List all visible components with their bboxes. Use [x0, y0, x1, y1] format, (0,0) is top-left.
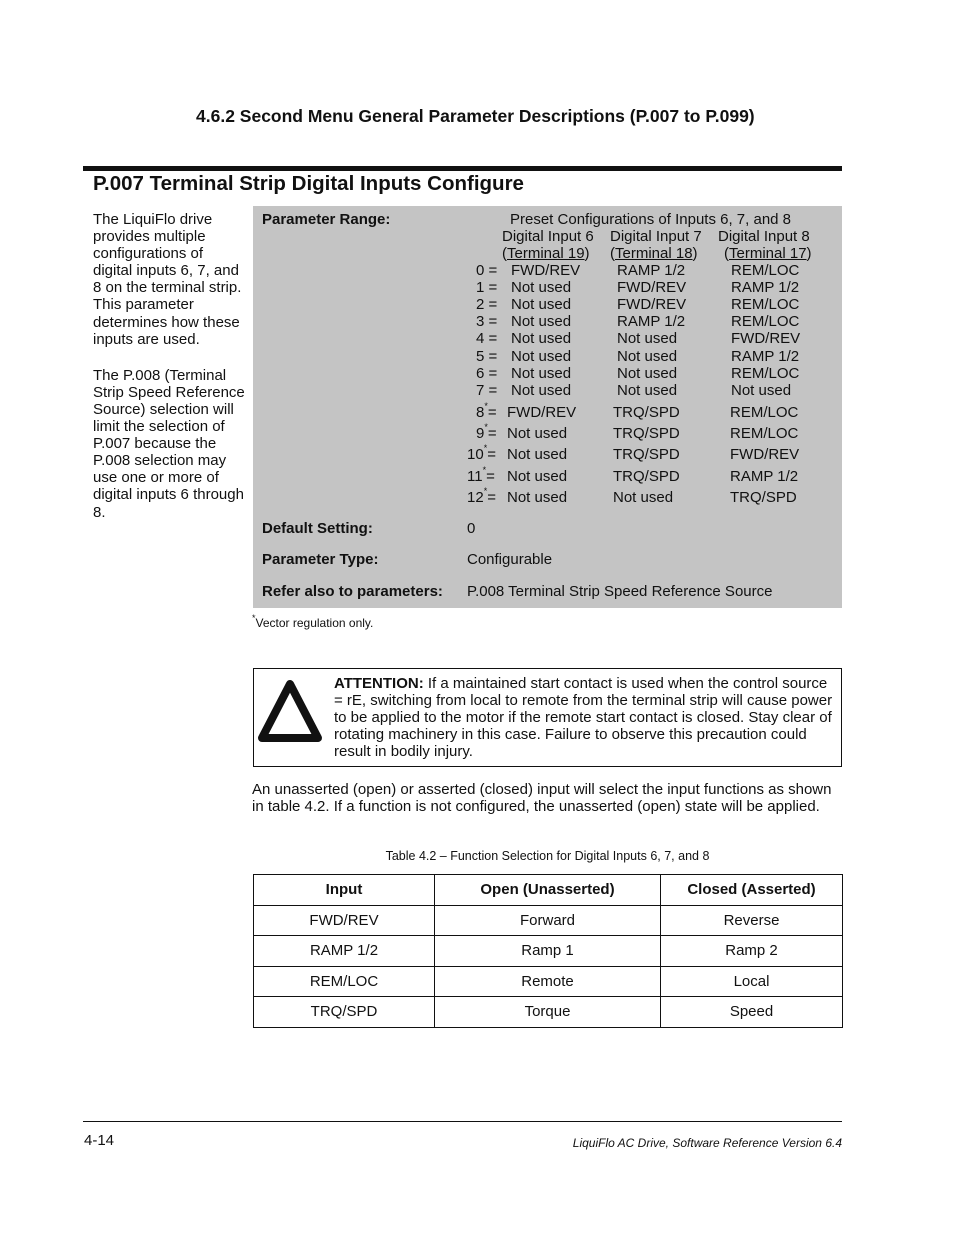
table-cell: TRQ/SPD	[254, 997, 435, 1028]
config-in6: Not used	[511, 347, 572, 365]
parameter-type-value: Configurable	[467, 551, 553, 568]
table-cell: Forward	[435, 905, 661, 936]
vector-only-mark: *	[484, 422, 488, 433]
warning-triangle-icon	[256, 676, 324, 744]
table-row	[254, 905, 843, 936]
description-paragraph-2: The P.008 (Terminal Strip Speed Reference Source) selection will limit the selection of P.007 because the P.008 selection may use one or more of digital inputs 6 through 8.	[93, 366, 245, 521]
config-in8: TRQ/SPD	[730, 488, 797, 506]
terminal-17-link: Terminal 17	[729, 245, 807, 262]
table-cell: Reverse	[661, 905, 843, 936]
terminal-18-link: Terminal 18	[615, 245, 693, 262]
config-number: 4 =	[476, 330, 498, 348]
terminal-label-input-6: (Terminal 19)	[502, 245, 590, 262]
vector-only-mark: *	[483, 485, 488, 496]
footer-rule	[83, 1121, 842, 1122]
table-cell: REM/LOC	[254, 966, 435, 997]
range-label: Parameter Range:	[262, 211, 391, 228]
column-header-input-7: Digital Input 7	[610, 228, 702, 245]
footer-document-title: LiquiFlo AC Drive, Software Reference Version 6.4	[572, 1136, 842, 1150]
column-header-input-6: Digital Input 6	[502, 228, 594, 245]
config-in6: Not used	[511, 381, 572, 399]
attention-label: ATTENTION:	[334, 675, 424, 692]
refer-also-label: Refer also to parameters:	[262, 583, 443, 600]
config-in8: RAMP 1/2	[731, 347, 800, 365]
config-in7: RAMP 1/2	[617, 313, 686, 331]
config-in6: FWD/REV	[511, 262, 581, 279]
section-heading: 4.6.2 Second Menu General Parameter Descriptions (P.007 to P.099)	[196, 106, 755, 126]
parameter-title: P.007 Terminal Strip Digital Inputs Configure	[93, 172, 524, 195]
config-in7: TRQ/SPD	[613, 467, 680, 485]
terminal-label-input-7: (Terminal 18)	[610, 245, 698, 262]
config-number: 3 =	[476, 313, 498, 331]
refer-also-value: P.008 Terminal Strip Speed Reference Source	[467, 583, 773, 600]
range-heading: Preset Configurations of Inputs 6, 7, and 8	[510, 211, 792, 228]
config-in7: FWD/REV	[617, 279, 687, 297]
default-setting-label: Default Setting:	[262, 520, 373, 537]
table-row	[254, 936, 843, 967]
table-header-closed: Closed (Asserted)	[661, 875, 843, 906]
table-cell: Ramp 1	[435, 936, 661, 967]
config-in8: REM/LOC	[730, 404, 799, 421]
config-in6: Not used	[511, 296, 572, 314]
function-selection-table	[253, 874, 843, 1028]
table-cell: Speed	[661, 997, 843, 1028]
vector-only-mark: *	[483, 443, 488, 454]
config-in8: RAMP 1/2	[730, 467, 799, 485]
config-number: 2 =	[476, 296, 498, 314]
table-cell: Ramp 2	[661, 936, 843, 967]
config-number: 0 =	[476, 262, 498, 279]
config-in7: Not used	[617, 364, 678, 382]
config-in7: Not used	[617, 330, 678, 348]
config-number: 9*=	[476, 422, 497, 443]
table-header-open: Open (Unasserted)	[435, 875, 661, 906]
footnote-mark: *	[252, 613, 256, 623]
config-in8: RAMP 1/2	[731, 279, 800, 297]
config-in8: REM/LOC	[731, 262, 800, 279]
config-in8: REM/LOC	[731, 313, 800, 331]
terminal-19-link: Terminal 19	[507, 245, 585, 262]
default-setting-value: 0	[467, 520, 476, 537]
config-in6: FWD/REV	[507, 404, 577, 421]
config-number: 8*=	[476, 401, 497, 421]
config-in6: Not used	[511, 364, 572, 382]
vector-only-mark: *	[482, 464, 487, 475]
config-in8: REM/LOC	[731, 296, 800, 314]
table-cell: Torque	[435, 997, 661, 1028]
config-number: 12*=	[467, 485, 496, 506]
config-number: 10*=	[467, 443, 496, 464]
title-rule	[83, 166, 842, 171]
config-in6: Not used	[507, 488, 568, 506]
config-in6: Not used	[507, 425, 568, 443]
config-in8: FWD/REV	[730, 446, 800, 464]
table-cell: Remote	[435, 966, 661, 997]
parameter-type-label: Parameter Type:	[262, 551, 379, 568]
config-in7: TRQ/SPD	[613, 425, 680, 443]
table-row	[254, 966, 843, 997]
config-in8: REM/LOC	[731, 364, 800, 382]
column-header-input-8: Digital Input 8	[718, 228, 810, 245]
terminal-label-input-8: (Terminal 17)	[724, 245, 812, 262]
config-number: 6 =	[476, 364, 498, 382]
config-in7: Not used	[617, 381, 678, 399]
config-in8: REM/LOC	[730, 425, 799, 443]
config-in7: Not used	[617, 347, 678, 365]
table-caption: Table 4.2 – Function Selection for Digital Inputs 6, 7, and 8	[385, 849, 710, 863]
footnote	[252, 613, 374, 630]
config-in6: Not used	[511, 330, 572, 348]
table-cell: Local	[661, 966, 843, 997]
config-number: 7 =	[476, 381, 498, 399]
config-in8: FWD/REV	[731, 330, 801, 348]
table-row	[254, 997, 843, 1028]
config-in6: Not used	[511, 313, 572, 331]
body-paragraph: An unasserted (open) or asserted (closed) input will select the input functions as shown in table 4.2. If a function is not configured, the unasserted (open) state will be applied.	[252, 781, 832, 816]
vector-only-mark: *	[484, 401, 488, 411]
config-in6: Not used	[507, 467, 568, 485]
config-number: 5 =	[476, 347, 498, 365]
parameter-description	[93, 211, 245, 540]
config-in6: Not used	[511, 279, 572, 297]
config-number: 11*=	[467, 464, 495, 485]
config-in7: FWD/REV	[617, 296, 687, 314]
attention-text	[334, 675, 834, 760]
attention-message: If a maintained start contact is used when the control source = rE, switching from local to remote from the terminal strip will cause power to be applied to the motor if the remote start contact is closed. Stay clear of rotating machinery in this case. Failure to observe this precaution could result in bodily injury.	[334, 675, 833, 761]
table-cell: RAMP 1/2	[254, 936, 435, 967]
table-cell: FWD/REV	[254, 905, 435, 936]
config-in7: RAMP 1/2	[617, 262, 686, 279]
description-paragraph-1: The LiquiFlo drive provides multiple configurations of digital inputs 6, 7, and 8 on the terminal strip. This parameter determines how these inputs are used.	[93, 211, 242, 348]
footnote-text: Vector regulation only.	[255, 616, 374, 630]
config-in7: Not used	[613, 488, 674, 506]
config-number: 1 =	[476, 279, 498, 297]
config-in7: TRQ/SPD	[613, 404, 680, 421]
page-number: 4-14	[84, 1132, 115, 1149]
config-in7: TRQ/SPD	[613, 446, 680, 464]
table-header-input: Input	[254, 875, 435, 906]
table-header-row	[254, 875, 843, 906]
config-in6: Not used	[507, 446, 568, 464]
config-in8: Not used	[731, 381, 792, 399]
